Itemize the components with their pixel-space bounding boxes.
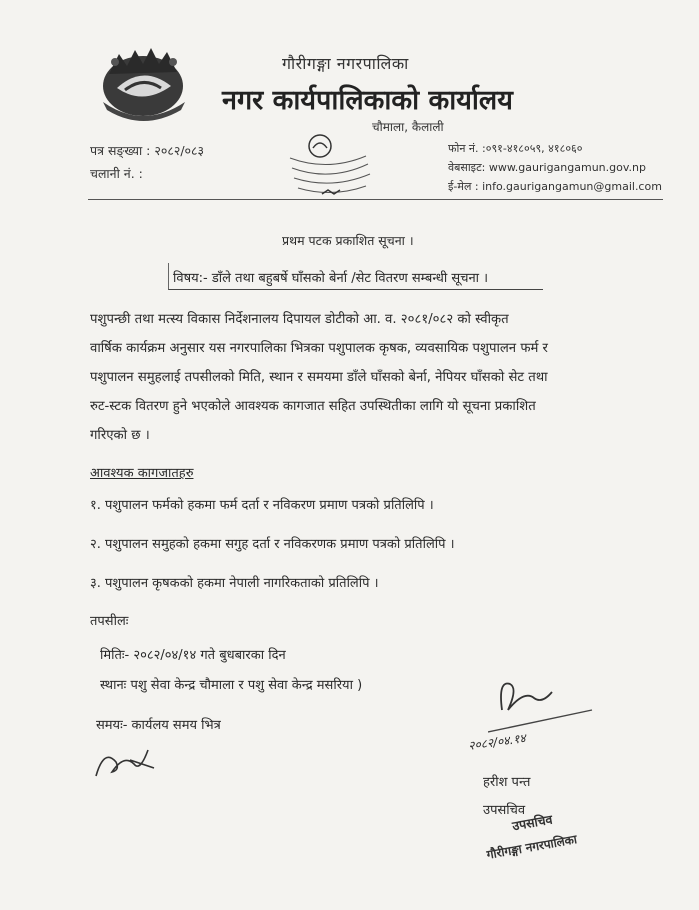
document-item: ३. पशुपालन कृषकको हकमा नेपाली नागरिकताको प्रतिलिपि ।	[90, 576, 379, 591]
office-address: चौमाला, कैलाली	[372, 120, 444, 134]
stamp-organization: गौरीगङ्गा नगरपालिका	[485, 832, 578, 862]
event-time: समयः- कार्यलय समय भित्र	[96, 718, 221, 733]
website-link[interactable]: वेबसाइट: www.gaurigangamun.gov.np	[448, 161, 646, 174]
document-item: २. पशुपालन समुहको हकमा सगुह दर्ता र नविकरणक प्रमाण पत्रको प्रतिलिपि ।	[90, 537, 455, 552]
signatory-signature	[488, 670, 598, 740]
body-line: रुट-स्टक वितरण हुने भएकोले आवश्यक कागजात सहित उपस्थितीका लागि यो सूचना प्रकाशित	[90, 399, 536, 414]
subject-line: विषय:- डाँले तथा बहुबर्षे घाँसको बेर्ना /सेट वितरण सम्बन्धी सूचना ।	[173, 271, 489, 286]
municipality-name: गौरीगङ्गा नगरपालिका	[282, 54, 409, 73]
signature-date: २०८२/०४.१४	[467, 731, 527, 753]
email-link[interactable]: ई-मेल : info.gaurigangamun@gmail.com	[448, 180, 662, 193]
document-item: १. पशुपालन फर्मको हकमा फर्म दर्ता र नविकरण प्रमाण पत्रको प्रतिलिपि ।	[90, 498, 434, 513]
body-line: वार्षिक कार्यक्रम अनुसार यस नगरपालिका भित्रका पशुपालक कृषक, व्यवसायिक पशुपालन फर्म र	[90, 341, 548, 356]
first-publication-label: प्रथम पटक प्रकाशित सूचना ।	[282, 233, 414, 248]
letter-number: पत्र सङ्ख्या : २०८२/०८३	[90, 143, 205, 158]
signatory-title: उपसचिव	[483, 803, 526, 818]
details-heading: तपसीलः	[90, 614, 129, 629]
body-line: पशुपन्छी तथा मत्स्य विकास निर्देशनालय दिपायल डोटीको आ. व. २०८१/०८२ को स्वीकृत	[90, 312, 509, 327]
initials-signature	[90, 742, 160, 782]
documents-heading: आवश्यक कागजातहरु	[90, 466, 194, 481]
event-place: स्थानः पशु सेवा केन्द्र चौमाला र पशु सेवा केन्द्र मसरिया )	[100, 678, 363, 693]
event-date: मितिः- २०८२/०४/१४ गते बुधबारका दिन	[100, 648, 286, 663]
signatory-name: हरीश पन्त	[483, 775, 531, 790]
body-line: गरिएको छ ।	[90, 428, 150, 443]
signatory-stamp	[480, 808, 600, 868]
dispatch-number: चलानी नं. :	[90, 166, 143, 181]
office-seal	[280, 128, 376, 202]
nepal-emblem-icon	[95, 40, 191, 122]
header-divider	[88, 199, 663, 200]
phone-number: फोन नं. :०९१-४१८०५९, ४१८०६०	[448, 142, 583, 155]
stamp-title: उपसचिव	[511, 811, 554, 834]
body-line: पशुपालन समुहलाई तपसीलको मिति, स्थान र समयमा डाँले घाँसको बेर्ना, नेपियर घाँसको सेट तथा	[90, 370, 548, 385]
office-title: नगर कार्यपालिकाको कार्यालय	[222, 85, 513, 116]
